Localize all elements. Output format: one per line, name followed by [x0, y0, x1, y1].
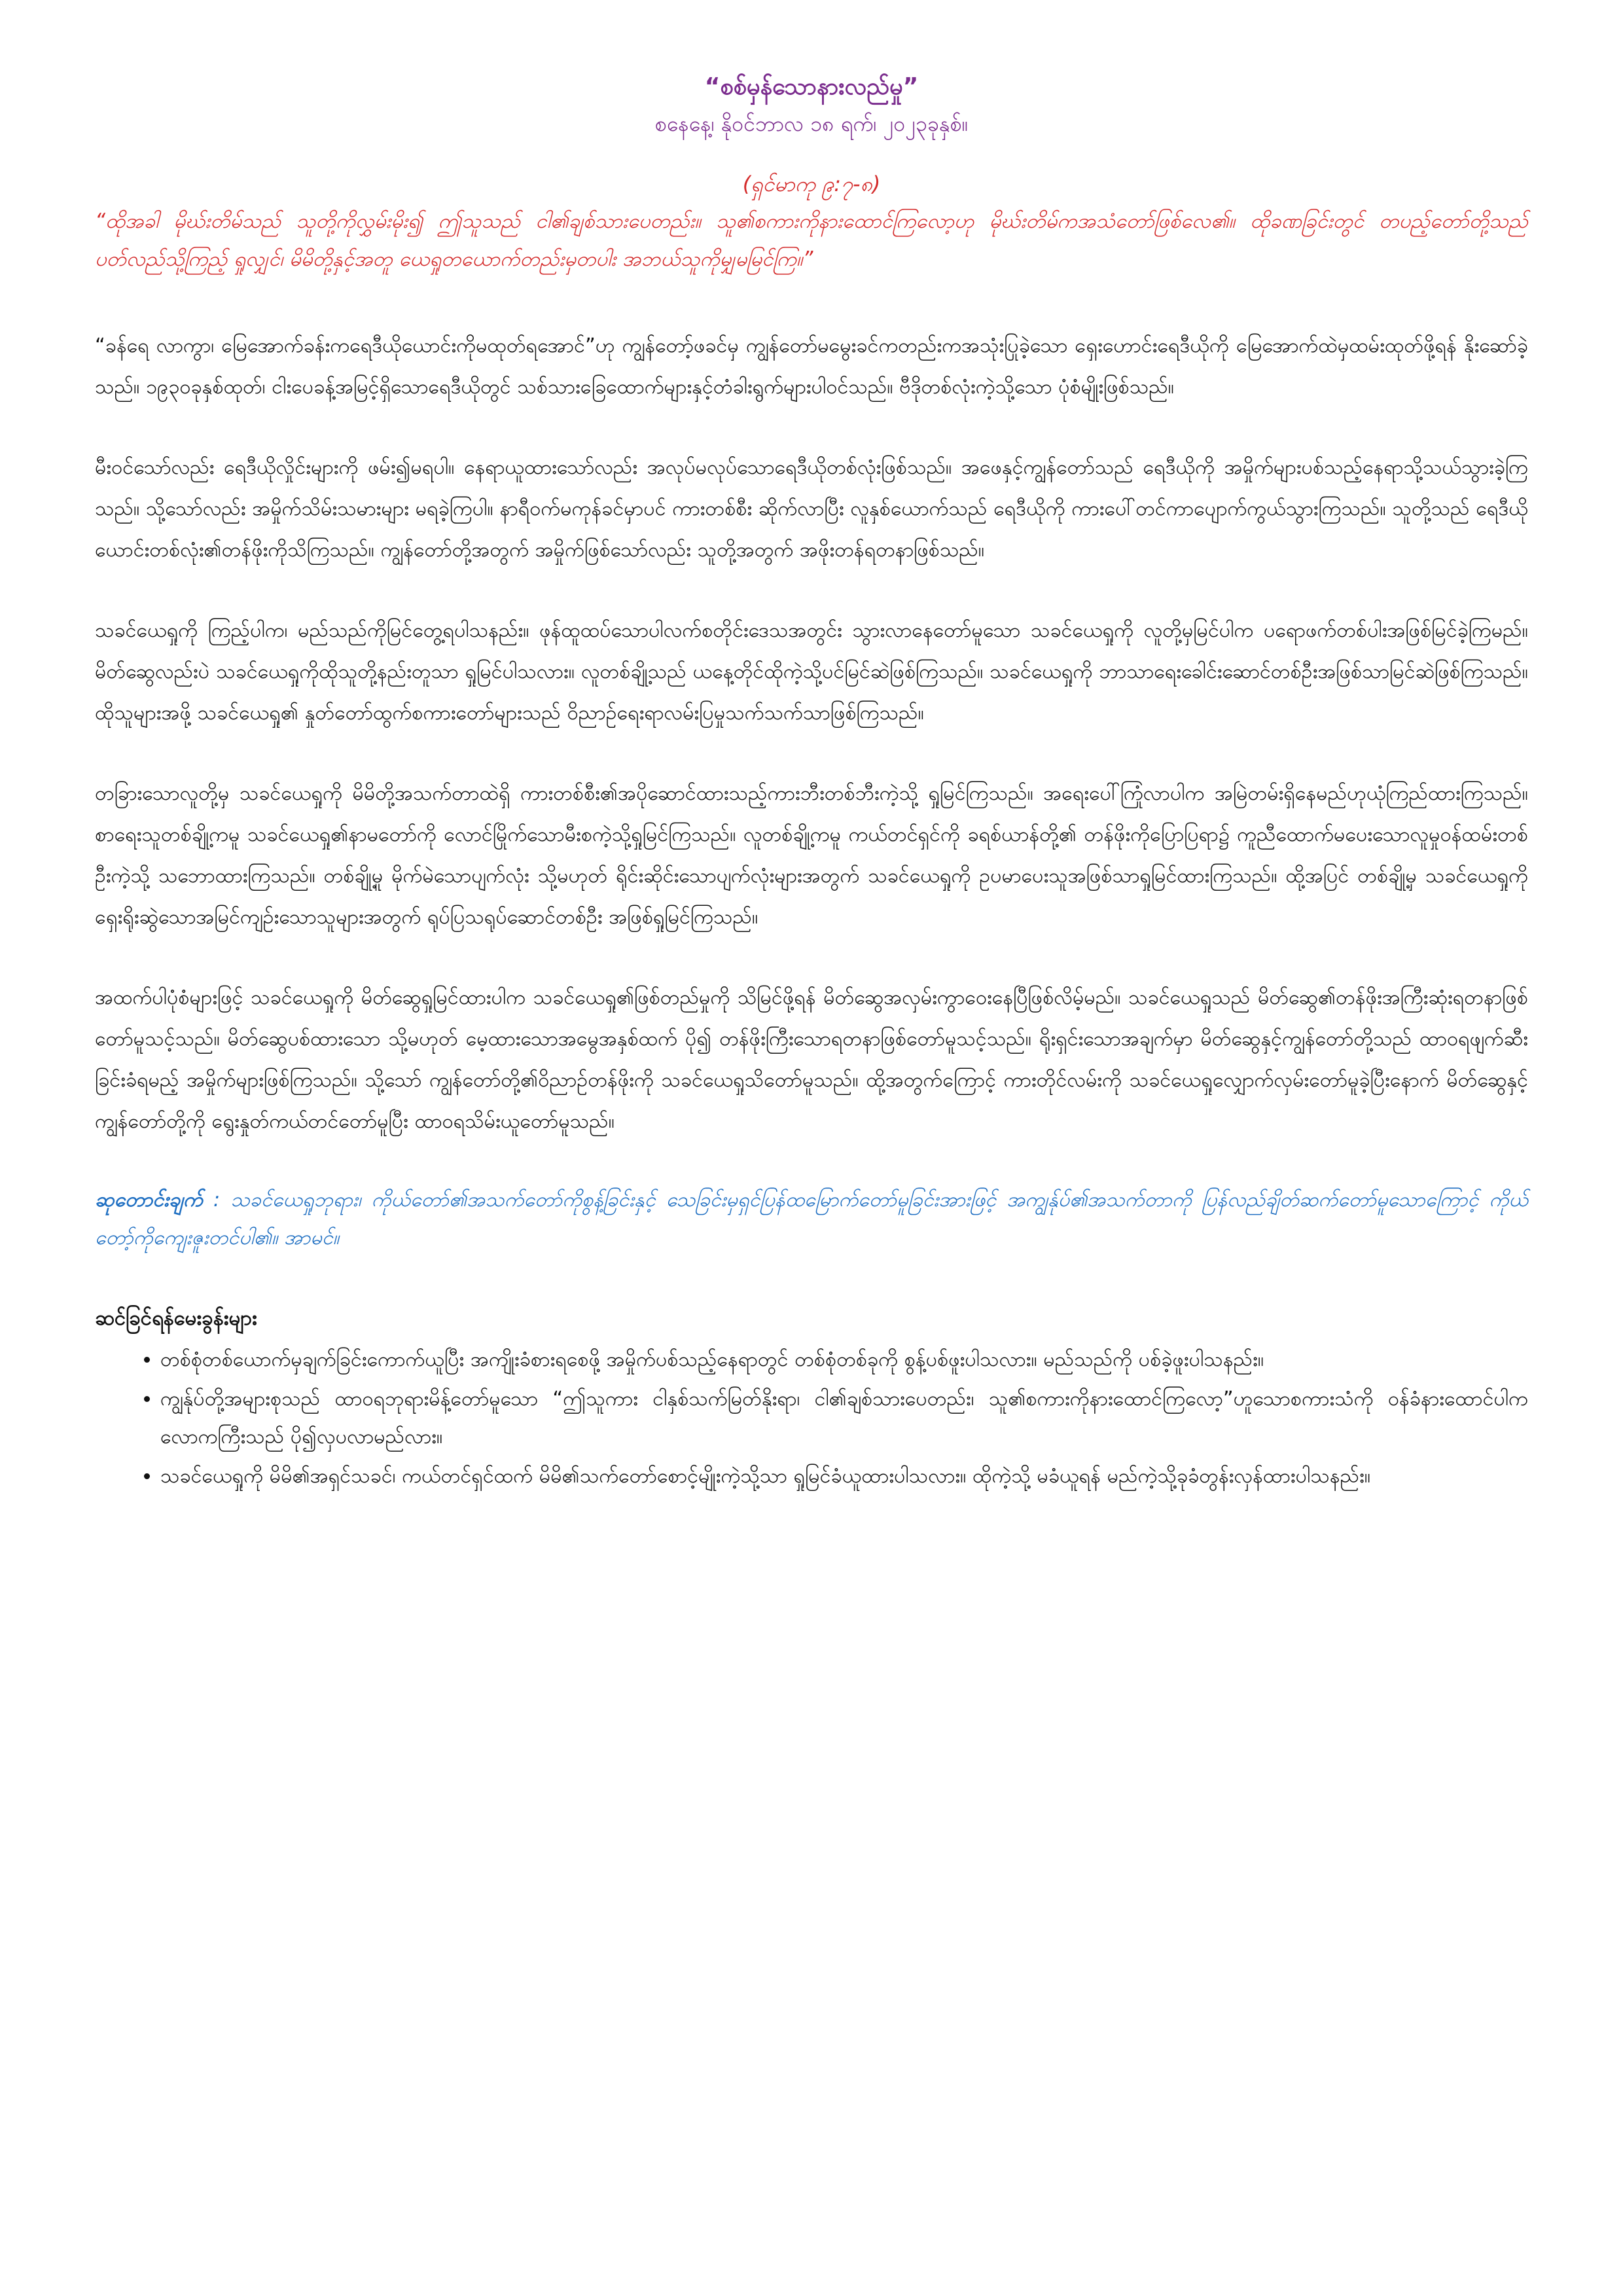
- question-item-1: • တစ်စုံတစ်ယောက်မှချက်ခြင်းကောက်ယူပြီး အကျိုးခံစားရစေဖို့ အမှိုက်ပစ်သည့်နေရာတွင် တစ်စုံတစ်ခုကို စွန့်ပစ်ဖူးပါသလား။ မည်သည်ကို ပစ်ခဲ့ဖူးပါသနည်း။: [160, 1341, 1528, 1379]
- page-title: “စစ်မှန်သောနားလည်မှု”: [704, 73, 919, 100]
- prayer-separator: :: [202, 1189, 231, 1211]
- scripture-verse: “ထိုအခါ မိုဃ်းတိမ်သည် သူတို့ကိုလွှမ်းမိုး၍ ဤသူသည် ငါ၏ချစ်သားပေတည်း။ သူ၏စကားကိုနားထောင်ကြလော့ဟု မိုဃ်းတိမ်ကအသံတော်ဖြစ်လေ၏။ ထိုခဏခြင်းတွင် တပည့်တော်တို့သည် ပတ်လည်သို့ကြည့် ရှုလျှင်၊ မိမိတို့နှင့်အတူ ယေရှုတယောက်တည်းမှတပါး အဘယ်သူကိုမျှမမြင်ကြ။”: [95, 209, 1528, 271]
- questions-heading: ဆင်ခြင်ရန်မေးခွန်းများ: [95, 1306, 257, 1330]
- body-paragraph-5: အထက်ပါပုံစံများဖြင့် သခင်ယေရှုကို မိတ်ဆွေရှုမြင်ထားပါက သခင်ယေရှု၏ဖြစ်တည်မှုကို သိမြင်ဖို့ရန် မိတ်ဆွေအလှမ်းကွာဝေးနေပြီဖြစ်လိမ့်မည်။ သခင်ယေရှုသည် မိတ်ဆွေ၏တန်ဖိုးအကြီးဆုံးရတနာဖြစ်တော်မူသင့်သည်။ မိတ်ဆွေပစ်ထားသော သို့မဟုတ် မေ့ထားသောအမွေအနှစ်ထက် ပို၍ တန်ဖိုးကြီးသောရတနာဖြစ်တော်မူသင့်သည်။ ရိုးရှင်းသောအချက်မှာ မိတ်ဆွေနှင့်ကျွန်တော်တို့သည် ထာဝရဖျက်ဆီးခြင်းခံရမည့် အမှိုက်များဖြစ်ကြသည်။ သို့သော် ကျွန်တော်တို့၏ဝိညာဉ်တန်ဖိုးကို သခင်ယေရှုသိတော်မူသည်။ ထို့အတွက်ကြောင့် ကားတိုင်လမ်းကို သခင်ယေရှုလျှောက်လှမ်းတော်မူခဲ့ပြီးနောက် မိတ်ဆွေနှင့်ကျွန်တော်တို့ကို ရွေးနှုတ်ကယ်တင်တော်မူပြီး ထာဝရသိမ်းယူတော်မူသည်။: [95, 986, 1528, 1133]
- question-item-3: • သခင်ယေရှုကို မိမိ၏အရှင်သခင်၊ ကယ်တင်ရှင်ထက် မိမိ၏သက်တော်စောင့်မျိုးကဲ့သို့သာ ရှုမြင်ခံယူထားပါသလား။ ထိုကဲ့သို့ မခံယူရန် မည်ကဲ့သို့ခုခံတွန်းလှန်ထားပါသနည်း။: [160, 1458, 1528, 1496]
- body-paragraph-3: သခင်ယေရှုကို ကြည့်ပါက၊ မည်သည်ကိုမြင်တွေ့ရပါသနည်း။ ဖုန်ထူထပ်သောပါလက်စတိုင်းဒေသအတွင်း သွားလာနေတော်မူသော သခင်ယေရှုကို လူတို့မှမြင်ပါက ပရောဖက်တစ်ပါးအဖြစ်မြင်ခဲ့ကြမည်။ မိတ်ဆွေလည်းပဲ သခင်ယေရှုကိုထိုသူတို့နည်းတူသာ ရှုမြင်ပါသလား။ လူတစ်ချို့သည် ယနေ့တိုင်ထိုကဲ့သို့ပင်မြင်ဆဲဖြစ်ကြသည်။ သခင်ယေရှုကို ဘာသာရေးခေါင်းဆောင်တစ်ဦးအဖြစ်သာမြင်ဆဲဖြစ်ကြသည်။ ထိုသူများအဖို့ သခင်ယေရှု၏ နှုတ်တော်ထွက်စကားတော်များသည် ဝိညာဉ်ရေးရာလမ်းပြမှုသက်သက်သာဖြစ်ကြသည်။: [95, 619, 1528, 725]
- prayer-block: [95, 1181, 1528, 1257]
- scripture-reference: (ရှင်မာကု ၉:၇-၈): [742, 171, 881, 196]
- question-item-2: • ကျွန်ုပ်တို့အများစုသည် ထာဝရဘုရားမိန့်တော်မူသော “ဤသူကား ငါနှစ်သက်မြတ်နိုးရာ၊ ငါ၏ချစ်သားပေတည်း၊ သူ၏စကားကိုနားထောင်ကြလော့”ဟူသောစကားသံကို ဝန်ခံနားထောင်ပါက လောကကြီးသည် ပို၍လှပလာမည်လား။: [160, 1380, 1528, 1456]
- prayer-label: ဆုတောင်းချက်: [95, 1189, 203, 1211]
- body-paragraph-1: “ခန်ရေ လာကွာ၊ မြေအောက်ခန်းကရေဒီယိုယောင်းကိုမထုတ်ရအောင်”ဟု ကျွန်တော့်ဖခင်မှ ကျွန်တော်မမွေးခင်ကတည်းကအသုံးပြုခဲ့သော ရှေးဟောင်းရေဒီယိုကို မြေအောက်ထဲမှထမ်းထုတ်ဖို့ရန် နိုးဆော်ခဲ့သည်။ ၁၉၃၀ခုနှစ်ထုတ်၊ ငါးပေခန့်အမြင့်ရှိသောရေဒီယိုတွင် သစ်သားခြေထောက်များနှင့်တံခါးရွက်များပါဝင်သည်။ ဗီဒိုတစ်လုံးကဲ့သို့သော ပုံစံမျိုးဖြစ်သည်။: [95, 334, 1528, 399]
- devotional-page: [95, 69, 1528, 1497]
- page-date: စနေနေ့၊ နိုဝင်ဘာလ ၁၈ ရက်၊ ၂၀၂၃ခုနှစ်။: [654, 111, 969, 136]
- prayer-text: သခင်ယေရှုဘုရား၊ ကိုယ်တော်၏အသက်တော်ကိုစွန့်ခြင်းနှင့် သေခြင်းမှရှင်ပြန်ထမြောက်တော်မူခြင်းအားဖြင့် အကျွန်ုပ်၏အသက်တာကို ပြန်လည်ချိတ်ဆက်တော်မူသောကြောင့် ကိုယ်တော့်ကိုကျေးဇူးတင်ပါ၏။ အာမင်။: [95, 1189, 1528, 1249]
- questions-list: [95, 1341, 1528, 1496]
- body-paragraph-2: မီးဝင်သော်လည်း ရေဒီယိုလှိုင်းများကို ဖမ်း၍မရပါ။ နေရာယူထားသော်လည်း အလုပ်မလုပ်သောရေဒီယိုတစ်လုံးဖြစ်သည်။ အဖေနှင့်ကျွန်တော်သည် ရေဒီယိုကို အမှိုက်များပစ်သည့်နေရာသို့သယ်သွားခဲ့ကြသည်။ သို့သော်လည်း အမှိုက်သိမ်းသမားများ မရခဲ့ကြပါ။ နာရီဝက်မကုန်ခင်မှာပင် ကားတစ်စီး ဆိုက်လာပြီး လူနှစ်ယောက်သည် ရေဒီယိုကို ကားပေါ်တင်ကာပျောက်ကွယ်သွားကြသည်။ သူတို့သည် ရေဒီယိုယောင်းတစ်လုံး၏တန်ဖိုးကိုသိကြသည်။ ကျွန်တော်တို့အတွက် အမှိုက်ဖြစ်သော်လည်း သူတို့အတွက် အဖိုးတန်ရတနာဖြစ်သည်။: [95, 456, 1528, 562]
- body-paragraph-4: တခြားသောလူတို့မှ သခင်ယေရှုကို မိမိတို့အသက်တာထဲရှိ ကားတစ်စီး၏အပိုဆောင်ထားသည့်ကားဘီးတစ်ဘီးကဲ့သို့ ရှုမြင်ကြသည်။ အရေးပေါ်ကြုံလာပါက အမြဲတမ်းရှိနေမည်ဟုယုံကြည်ထားကြသည်။ စာရေးသူတစ်ချို့ကမူ သခင်ယေရှု၏နာမတော်ကို လောင်မြိုက်သောမီးစကဲ့သို့ရှုမြင်ကြသည်။ လူတစ်ချို့ကမူ ကယ်တင်ရှင်ကို ခရစ်ယာန်တို့၏ တန်ဖိုးကိုပြောပြရာ၌ ကူညီထောက်မပေးသောလူမှုဝန်ထမ်းတစ်ဦးကဲ့သို့ သဘောထားကြသည်။ တစ်ချို့မူ မိုက်မဲသောပျက်လုံး သို့မဟုတ် ရိုင်းဆိုင်းသောပျက်လုံးများအတွက် သခင်ယေရှုကို ဥပမာပေးသူအဖြစ်သာရှုမြင်ထားကြသည်။ ထို့အပြင် တစ်ချို့မှ သခင်ယေရှုကို ရှေးရိုးဆွဲသောအမြင်ကျဉ်းသောသူများအတွက် ရုပ်ပြသရုပ်ဆောင်တစ်ဦး အဖြစ်ရှုမြင်ကြသည်။: [95, 782, 1528, 929]
